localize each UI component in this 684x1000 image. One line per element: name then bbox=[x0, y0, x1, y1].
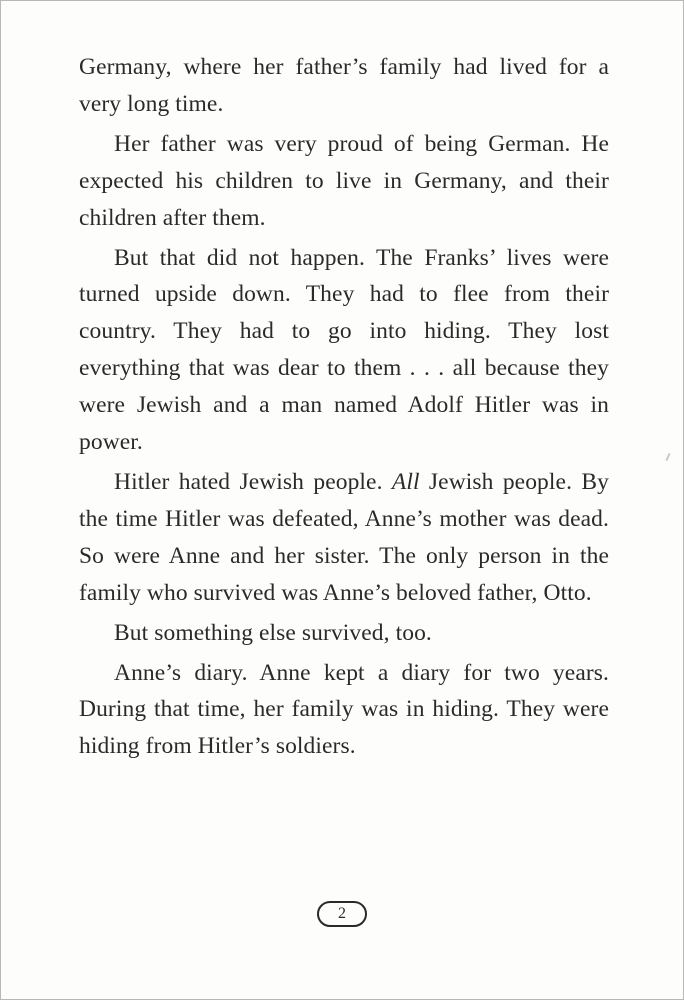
body-text bbox=[79, 49, 609, 765]
paragraph-4-end: Jewish people. By the time Hitler was defeated, Anne’s mother was dead. So were Anne and her sister. The only person in the family who survived was Anne’s beloved father, Otto. bbox=[79, 468, 609, 606]
paragraph-4 bbox=[79, 464, 609, 612]
scan-mark bbox=[665, 453, 670, 461]
paragraph-4-start: Hitler hated Jewish people. bbox=[114, 468, 392, 495]
paragraph-6: Anne’s diary. Anne kept a diary for two years. During that time, her family was in hiding. They were hiding from Hitler’s soldiers. bbox=[79, 659, 609, 760]
page-number-badge: 2 bbox=[317, 901, 367, 927]
emphasis-all: All bbox=[391, 468, 420, 495]
paragraph-5: But something else survived, too. bbox=[114, 619, 432, 646]
paragraph-1: Germany, where her father’s family had lived for a very long time. bbox=[79, 54, 609, 117]
paragraph-2: Her father was very proud of being German. He expected his children to live in Germany, and their children after them. bbox=[79, 130, 609, 231]
paragraph-3: But that did not happen. The Franks’ lives were turned upside down. They had to flee from their country. They had to go into hiding. They lost everything that was dear to them . . . all because they were Jewish and a man named Adolf Hitler was in power. bbox=[79, 244, 609, 456]
